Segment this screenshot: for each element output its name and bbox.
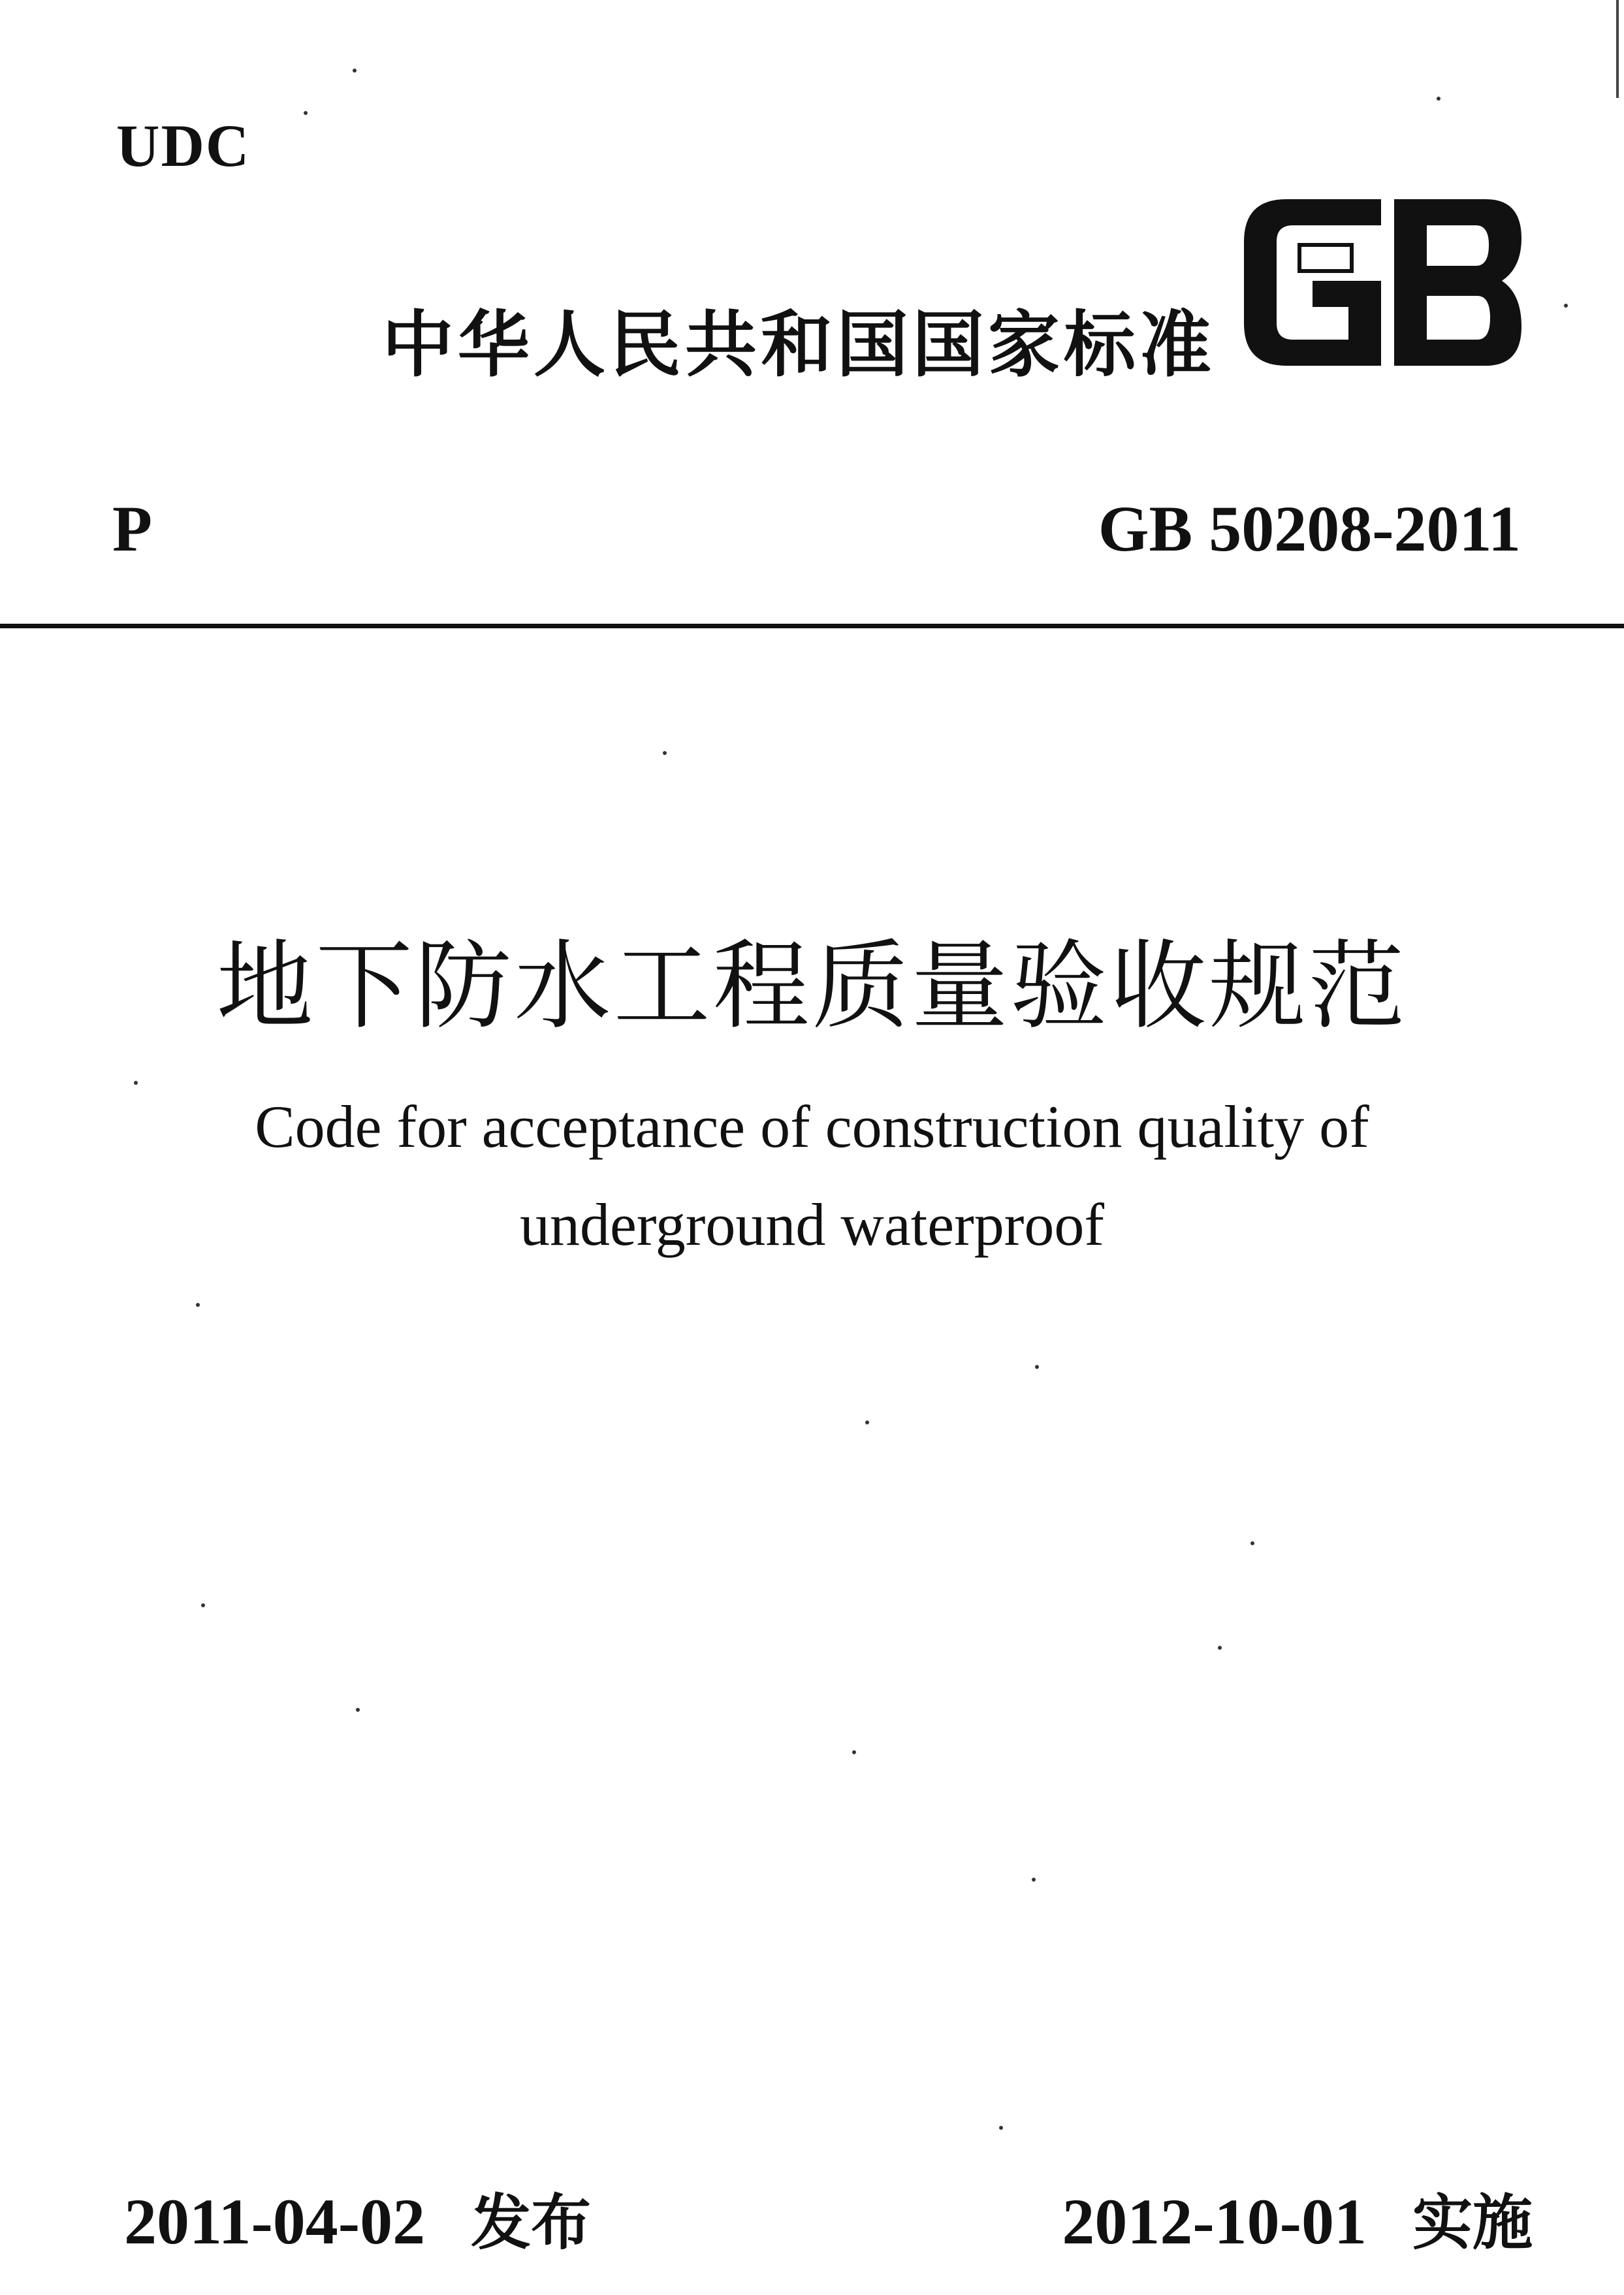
- title-english-line-1: Code for acceptance of construction quality of: [255, 1093, 1369, 1160]
- implement-date: 2012-10-01: [1062, 2185, 1367, 2258]
- scan-speck: [1218, 1646, 1222, 1650]
- national-standard-heading: 中华人民共和国国家标准: [382, 303, 1215, 387]
- header-divider: [0, 624, 1624, 628]
- udc-label: UDC: [116, 112, 251, 179]
- scan-speck: [1564, 304, 1568, 308]
- scan-edge-mark: [1616, 0, 1619, 98]
- scan-speck: [865, 1420, 869, 1424]
- standard-number: GB 50208-2011: [1098, 492, 1521, 565]
- scan-speck: [201, 1603, 205, 1607]
- title-chinese: 地下防水工程质量验收规范: [216, 930, 1408, 1042]
- scan-speck: [353, 69, 357, 72]
- publish-label: 发布: [471, 2188, 592, 2258]
- scan-speck: [196, 1303, 200, 1307]
- scan-speck: [1437, 97, 1441, 101]
- scan-speck: [1032, 1878, 1036, 1882]
- implement-label: 实施: [1412, 2188, 1533, 2258]
- implement-date-block: [1062, 2175, 1533, 2261]
- publish-date: 2011-04-02: [124, 2185, 426, 2258]
- scan-speck: [134, 1081, 138, 1085]
- scan-speck: [356, 1708, 360, 1712]
- scan-speck: [1035, 1365, 1039, 1369]
- scan-speck: [999, 2126, 1003, 2130]
- publish-date-block: [124, 2175, 591, 2261]
- title-english: [0, 1078, 1624, 1274]
- classification-code: P: [112, 492, 153, 565]
- gb-logo-icon: [1234, 193, 1528, 372]
- title-english-line-2: underground waterproof: [519, 1191, 1105, 1258]
- scan-speck: [1250, 1541, 1254, 1545]
- scan-speck: [304, 111, 308, 115]
- scan-speck: [663, 751, 667, 755]
- scan-speck: [852, 1750, 856, 1754]
